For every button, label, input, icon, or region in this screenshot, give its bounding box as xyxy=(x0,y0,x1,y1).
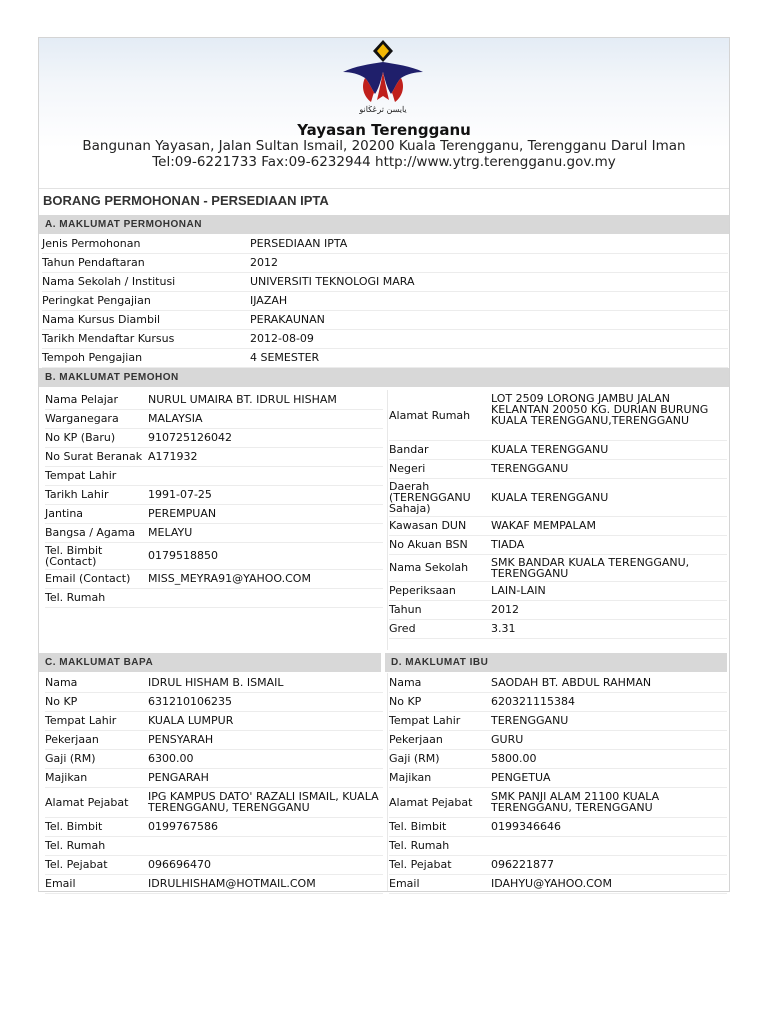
section-d-header: D. MAKLUMAT IBU xyxy=(385,653,727,672)
field-value: IDRUL HISHAM B. ISMAIL xyxy=(148,676,284,689)
field-value: SMK PANJI ALAM 21100 KUALA TERENGGANU, TERENGGANU xyxy=(491,790,660,814)
field-label: Jantina xyxy=(45,507,84,520)
section-b-left-row xyxy=(45,409,383,428)
section-c-row xyxy=(45,692,383,711)
section-b-left-row xyxy=(45,466,383,485)
field-label: Nama Sekolah xyxy=(389,561,469,574)
field-value: KUALA TERENGGANU xyxy=(491,490,609,504)
field-label: Alamat Rumah xyxy=(389,408,471,422)
section-d-row xyxy=(389,787,727,817)
section-c-row xyxy=(45,730,383,749)
section-c-row xyxy=(45,836,383,855)
section-b-left-row xyxy=(45,428,383,447)
field-label: Alamat Pejabat xyxy=(45,795,129,809)
section-c-row xyxy=(45,749,383,768)
field-value: UNIVERSITI TEKNOLOGI MARA xyxy=(250,275,415,288)
form-title: BORANG PERMOHONAN - PERSEDIAAN IPTA xyxy=(43,193,329,208)
section-b-left-row xyxy=(45,523,383,542)
field-value: LAIN-LAIN xyxy=(491,584,546,597)
field-value: PERAKAUNAN xyxy=(250,313,325,326)
section-b-right-row xyxy=(389,581,727,600)
section-d-row xyxy=(389,768,727,787)
section-c-row xyxy=(45,855,383,874)
field-value: IDRULHISHAM@HOTMAIL.COM xyxy=(148,877,316,890)
field-label: Pekerjaan xyxy=(389,733,443,746)
field-value: 620321115384 xyxy=(491,695,575,708)
section-d-row xyxy=(389,730,727,749)
field-label: No KP xyxy=(45,695,78,708)
field-value: PERSEDIAAN IPTA xyxy=(250,237,348,250)
section-d-row xyxy=(389,874,727,893)
field-label: Peringkat Pengajian xyxy=(42,294,151,307)
field-label: Email xyxy=(389,877,420,890)
section-a-row xyxy=(42,234,728,253)
field-label: No Akuan BSN xyxy=(389,538,468,551)
field-label: Email (Contact) xyxy=(45,572,131,585)
section-b-left-row xyxy=(45,447,383,466)
field-value: 5800.00 xyxy=(491,752,537,765)
field-label: Daerah (TERENGGANU Sahaja) xyxy=(389,479,471,515)
field-label: Tel. Rumah xyxy=(45,591,106,604)
section-b-right-row xyxy=(389,516,727,535)
field-label: Tempat Lahir xyxy=(45,714,117,727)
field-label: No KP xyxy=(389,695,422,708)
field-label: Tempat Lahir xyxy=(389,714,461,727)
field-label: Alamat Pejabat xyxy=(389,795,473,809)
organization-name: Yayasan Terengganu xyxy=(297,121,471,139)
field-value: MISS_MEYRA91@YAHOO.COM xyxy=(148,572,311,585)
field-value: 0199346646 xyxy=(491,820,561,833)
field-label: Nama xyxy=(45,676,78,689)
field-label: Bangsa / Agama xyxy=(45,526,136,539)
field-value: 4 SEMESTER xyxy=(250,351,320,364)
section-c-row xyxy=(45,711,383,730)
field-value: TERENGGANU xyxy=(491,714,569,727)
section-d-row xyxy=(389,855,727,874)
field-label: Tel. Rumah xyxy=(45,839,106,852)
section-d-row xyxy=(389,836,727,855)
field-label: Peperiksaan xyxy=(389,584,456,597)
section-d-row xyxy=(389,692,727,711)
field-label: No KP (Baru) xyxy=(45,431,116,444)
section-c-row xyxy=(45,817,383,836)
field-value: TIADA xyxy=(491,538,525,551)
section-d-row xyxy=(389,749,727,768)
field-value: 2012-08-09 xyxy=(250,332,314,345)
section-c-row xyxy=(45,874,383,893)
section-b-right-row xyxy=(389,600,727,619)
field-value: 631210106235 xyxy=(148,695,232,708)
section-b-right-row xyxy=(389,440,727,459)
field-value: 3.31 xyxy=(491,622,516,635)
field-value: 096221877 xyxy=(491,858,554,871)
field-value: KUALA TERENGGANU xyxy=(491,443,609,456)
application-form xyxy=(38,37,730,892)
row-divider xyxy=(45,607,383,608)
section-a-row xyxy=(42,253,728,272)
row-divider xyxy=(45,893,383,894)
field-label: Pekerjaan xyxy=(45,733,99,746)
section-b-right-row xyxy=(389,459,727,478)
section-c-row xyxy=(45,787,383,817)
field-value: TERENGGANU xyxy=(491,462,569,475)
section-c-header: C. MAKLUMAT BAPA xyxy=(39,653,381,672)
section-b-left-row xyxy=(45,485,383,504)
field-label: Tel. Pejabat xyxy=(389,858,452,871)
section-d-row xyxy=(389,817,727,836)
field-value: LOT 2509 LORONG JAMBU JALAN KELANTAN 20050 KG. DURIAN BURUNG KUALA TERENGGANU,TERENGGANU xyxy=(491,392,709,427)
field-label: Tel. Bimbit (Contact) xyxy=(45,543,103,568)
field-label: Tempat Lahir xyxy=(45,469,117,482)
field-label: Email xyxy=(45,877,76,890)
section-a-row xyxy=(42,329,728,348)
field-value: IJAZAH xyxy=(250,294,288,307)
field-value: PENGETUA xyxy=(491,771,551,784)
field-label: Bandar xyxy=(389,443,429,456)
field-value: PENSYARAH xyxy=(148,733,214,746)
field-label: Tahun Pendaftaran xyxy=(42,256,145,269)
field-value: MALAYSIA xyxy=(148,412,203,425)
section-a-row xyxy=(42,272,728,291)
field-label: Tarikh Mendaftar Kursus xyxy=(42,332,175,345)
field-value: PENGARAH xyxy=(148,771,209,784)
column-divider xyxy=(387,673,388,891)
field-label: Tel. Bimbit xyxy=(45,820,103,833)
section-c-row xyxy=(45,768,383,787)
form-header xyxy=(39,38,729,189)
field-value: IDAHYU@YAHOO.COM xyxy=(491,877,612,890)
field-label: Negeri xyxy=(389,462,426,475)
field-label: Gaji (RM) xyxy=(45,752,96,765)
field-label: Tahun xyxy=(389,603,422,616)
field-label: Tel. Bimbit xyxy=(389,820,447,833)
field-value: 1991-07-25 xyxy=(148,488,212,501)
field-label: Jenis Permohonan xyxy=(42,237,141,250)
organization-address: Bangunan Yayasan, Jalan Sultan Ismail, 20200 Kuala Terengganu, Terengganu Darul Iman xyxy=(82,138,686,154)
field-label: Majikan xyxy=(389,771,432,784)
field-value: KUALA LUMPUR xyxy=(148,714,234,727)
section-b-right-row xyxy=(389,390,727,440)
section-b-left-row xyxy=(45,542,383,569)
row-divider xyxy=(389,638,727,639)
section-a-header: A. MAKLUMAT PERMOHONAN xyxy=(39,215,729,234)
section-b-right-row xyxy=(389,554,727,581)
section-d-row xyxy=(389,711,727,730)
field-label: Majikan xyxy=(45,771,88,784)
field-value: WAKAF MEMPALAM xyxy=(491,519,596,532)
field-label: Warganegara xyxy=(45,412,119,425)
section-a-row xyxy=(42,310,728,329)
section-b-right-row xyxy=(389,535,727,554)
field-label: Nama xyxy=(389,676,422,689)
field-label: Kawasan DUN xyxy=(389,519,467,532)
field-value: 2012 xyxy=(250,256,278,269)
field-value: 2012 xyxy=(491,603,519,616)
section-b-left-row xyxy=(45,569,383,588)
section-b-left-row xyxy=(45,504,383,523)
field-value: GURU xyxy=(491,733,524,746)
field-value: 0199767586 xyxy=(148,820,218,833)
field-value: IPG KAMPUS DATO' RAZALI ISMAIL, KUALA TERENGGANU, TERENGGANU xyxy=(148,790,379,814)
field-label: Tempoh Pengajian xyxy=(42,351,143,364)
field-value: SAODAH BT. ABDUL RAHMAN xyxy=(491,676,652,689)
field-label: Nama Pelajar xyxy=(45,393,119,406)
field-label: No Surat Beranak xyxy=(45,450,143,463)
field-label: Nama Sekolah / Institusi xyxy=(42,275,176,288)
section-b-right-row xyxy=(389,619,727,638)
section-a-row xyxy=(42,291,728,310)
field-label: Gred xyxy=(389,622,416,635)
field-value: NURUL UMAIRA BT. IDRUL HISHAM xyxy=(148,393,337,406)
section-d-row xyxy=(389,673,727,692)
logo-script-text: يايسن ترڠڬانو xyxy=(359,105,407,114)
row-divider xyxy=(389,893,727,894)
field-value: A171932 xyxy=(148,450,198,463)
field-value: 096696470 xyxy=(148,858,211,871)
section-b-left-row xyxy=(45,390,383,409)
field-value: 6300.00 xyxy=(148,752,194,765)
field-value: PEREMPUAN xyxy=(148,507,217,520)
section-b-header: B. MAKLUMAT PEMOHON xyxy=(39,368,729,387)
field-label: Gaji (RM) xyxy=(389,752,440,765)
field-value: SMK BANDAR KUALA TERENGGANU, TERENGGANU xyxy=(491,555,690,580)
field-label: Tel. Pejabat xyxy=(45,858,108,871)
field-label: Tel. Rumah xyxy=(389,839,450,852)
field-label: Tarikh Lahir xyxy=(45,488,109,501)
field-label: Nama Kursus Diambil xyxy=(42,313,161,326)
section-c-row xyxy=(45,673,383,692)
field-value: MELAYU xyxy=(148,526,193,539)
field-value: 910725126042 xyxy=(148,431,232,444)
organization-contact: Tel:09-6221733 Fax:09-6232944 http://www.ytrg.terengganu.gov.my xyxy=(152,154,616,170)
section-a-row xyxy=(42,348,728,367)
section-b-left-row xyxy=(45,588,383,607)
section-b-right-row xyxy=(389,478,727,516)
field-value: 0179518850 xyxy=(148,549,218,562)
column-divider xyxy=(387,390,388,650)
